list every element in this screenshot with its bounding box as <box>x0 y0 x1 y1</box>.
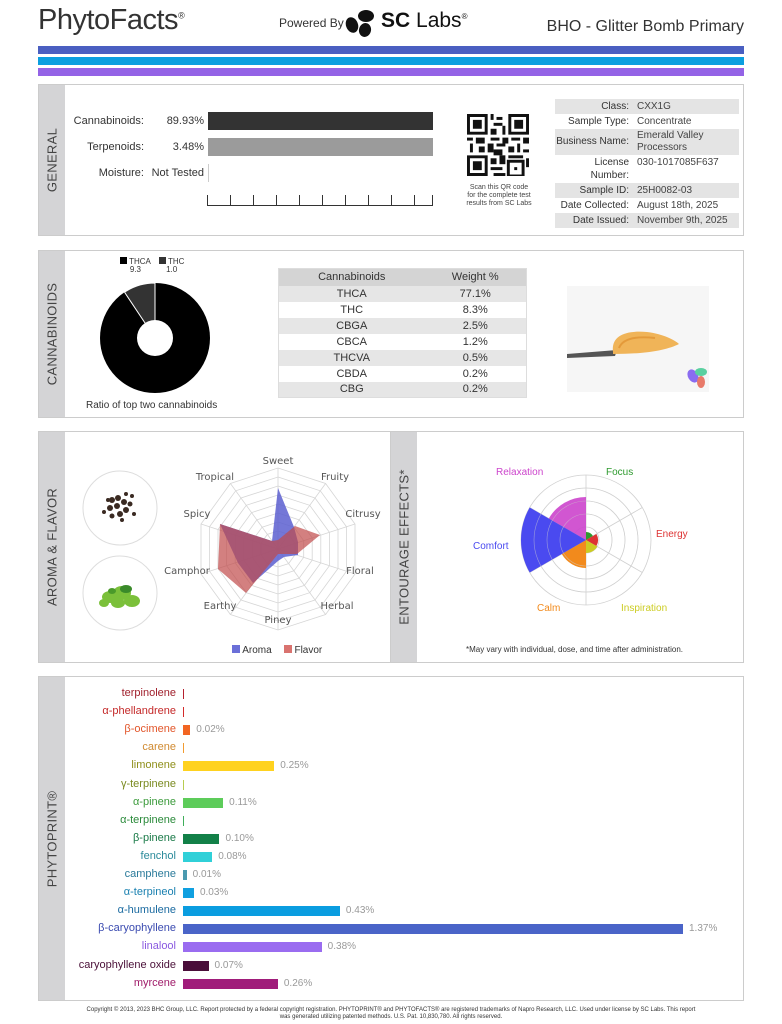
cannabinoid-weight-table <box>278 268 527 398</box>
donut-caption: Ratio of top two cannabinoids <box>86 400 218 411</box>
entourage-footnote: *May vary with individual, dose, and time after administration. <box>466 645 683 654</box>
terpene-bar <box>183 707 184 717</box>
terpene-value: 0.38% <box>327 941 357 953</box>
table-row: CBGA 2.5% <box>279 318 527 334</box>
effect-comfort-label: Comfort <box>473 541 509 552</box>
terpene-bar <box>183 780 184 790</box>
terpene-value: 0.02% <box>196 724 225 736</box>
effect-relaxation-label: Relaxation <box>496 467 544 478</box>
legend-thc: THC 1.0 <box>159 257 185 274</box>
terpene-label: γ-terpinene <box>120 777 176 790</box>
axis-earthy: Earthy <box>203 601 237 612</box>
terpene-label: β-caryophyllene <box>98 922 176 935</box>
terpene-value: 0.43% <box>345 905 375 917</box>
table-row: THCVA 0.5% <box>279 350 527 366</box>
cannabinoids-value: 89.93% <box>166 115 204 127</box>
product-photo <box>567 286 709 392</box>
radar-legend <box>232 645 322 656</box>
powered-by-label: Powered By <box>279 16 344 30</box>
section-label: AROMA & FLAVOR <box>44 487 60 607</box>
axis-herbal: Herbal <box>320 601 354 612</box>
terpene-value: 1.37% <box>689 923 718 935</box>
axis-spicy: Spicy <box>183 509 211 520</box>
axis-camphor: Camphor <box>164 566 210 577</box>
section-label: CANNABINOIDS <box>44 282 60 386</box>
terpene-bar <box>183 961 209 971</box>
axis-floral: Floral <box>346 566 374 577</box>
brand-logo: PhytoFacts® <box>38 4 185 36</box>
terpene-label: terpinolene <box>121 687 176 699</box>
moisture-value: Not Tested <box>151 167 204 179</box>
terpene-label: α-pinene <box>132 795 176 808</box>
effect-calm-label: Calm <box>537 603 561 614</box>
terpenoids-value: 3.48% <box>172 141 204 153</box>
header-stripe-blue <box>38 46 744 54</box>
terpene-value: 0.07% <box>214 959 243 971</box>
black-pepper-image <box>82 470 158 546</box>
table-row: THC 8.3% <box>340 303 488 316</box>
terpene-value: 0.10% <box>225 832 254 844</box>
section-label: GENERAL <box>44 127 60 193</box>
terpene-bar <box>183 942 322 952</box>
cannabinoids-label: Cannabinoids: <box>73 115 144 127</box>
scale-axis <box>207 196 433 206</box>
terpene-label: myrcene <box>133 976 176 989</box>
table-row: THCA 77.1% <box>279 286 527 302</box>
info-row-date-issued: Date Issued: November 9th, 2025 <box>555 213 739 228</box>
axis-fruity: Fruity <box>320 472 350 483</box>
terpene-bar <box>183 761 274 771</box>
donut-legend <box>120 257 184 274</box>
effect-inspiration-label: Inspiration <box>621 603 668 614</box>
terpenoids-label: Terpenoids: <box>87 141 144 153</box>
terpene-bar <box>183 906 340 916</box>
terpene-value: 0.08% <box>218 850 247 862</box>
cannabinoids-bar <box>208 112 433 130</box>
axis-citrusy: Citrusy <box>345 509 381 520</box>
terpene-label: α-terpineol <box>123 886 176 899</box>
info-row-class: Class: CXX1G <box>555 99 739 114</box>
info-row-date-collected: Date Collected: August 18th, 2025 <box>560 200 719 211</box>
effect-energy-label: Energy <box>656 529 688 540</box>
terpene-label: linalool <box>141 940 176 953</box>
info-row-license-number: License Number: 030-1017085F637 <box>590 157 719 181</box>
terpene-bar <box>183 743 184 753</box>
moisture-label: Moisture: <box>98 167 144 179</box>
sc-labs-wordmark: SC Labs® <box>381 9 468 32</box>
aroma-flavor-radar-chart <box>160 452 400 632</box>
aroma-section-tab <box>39 432 65 662</box>
general-section-tab <box>39 85 65 235</box>
qr-code[interactable] <box>467 114 529 176</box>
legend-aroma: Aroma <box>232 645 272 656</box>
terpene-value: 0.01% <box>192 869 221 880</box>
cannabinoids-section-tab <box>39 251 65 417</box>
terpene-bar <box>183 834 219 844</box>
info-row-sample-type: Sample Type: Concentrate <box>568 116 692 127</box>
terpene-bar <box>183 870 187 880</box>
terpene-label: β-ocimene <box>124 723 176 736</box>
terpene-value: 0.11% <box>229 796 257 808</box>
terpene-bar <box>183 924 683 934</box>
copyright-footer: Copyright © 2013, 2023 BHC Group, LLC. Report protected by a federal copyright registration. PHYTOPRINT® and PHYTOFACTS® are registered trademarks of Napro Research, LLC. Used under license by SC Labs. This report was generated utilizing patented methods. U.S. Pat. 10,830,780. All rights reserved. <box>86 1007 696 1020</box>
section-label: ENTOURAGE EFFECTS* <box>396 469 412 625</box>
terpene-label: caryophyllene oxide <box>78 958 176 971</box>
terpene-bar <box>183 979 278 989</box>
header-stripe-cyan <box>38 57 744 65</box>
cannabinoid-ratio-donut <box>99 282 211 394</box>
terpene-label: β-pinene <box>132 831 176 844</box>
entourage-section-tab <box>391 432 417 662</box>
terpene-value: 0.26% <box>283 977 313 989</box>
terpenoids-bar <box>208 138 433 156</box>
terpene-label: α-phellandrene <box>102 705 176 718</box>
terpene-bar <box>183 689 184 699</box>
terpene-value: 0.03% <box>199 887 229 899</box>
terpene-bar <box>183 852 212 862</box>
product-title: BHO - Glitter Bomb Primary <box>546 18 744 35</box>
table-row: CBG 0.2% <box>279 382 527 398</box>
sample-info-table <box>555 99 739 228</box>
terpene-bar <box>183 816 184 826</box>
legend-flavor: Flavor <box>284 645 323 656</box>
terpene-bar <box>183 798 223 808</box>
info-row-business-name: Business Name: Emerald Valley Processors <box>555 129 739 155</box>
terpene-label: α-humulene <box>117 904 176 917</box>
terpene-label: limonene <box>131 759 176 772</box>
axis-sweet: Sweet <box>262 456 294 467</box>
terpene-value: 0.25% <box>280 760 309 772</box>
qr-note: Scan this QR code for the complete test results from SC Labs <box>466 184 532 207</box>
terpene-bar <box>183 888 194 898</box>
header-stripe-purple <box>38 68 744 76</box>
moisture-bar <box>208 164 209 182</box>
terpene-label: α-terpinene <box>120 813 176 826</box>
effect-focus-label: Focus <box>606 467 634 478</box>
terpene-bar <box>183 725 190 735</box>
table-row: CBDA 0.2% <box>336 367 488 380</box>
axis-piney: Piney <box>264 615 292 626</box>
table-row: CBCA 1.2% <box>336 335 488 348</box>
axis-tropical: Tropical <box>195 472 235 483</box>
info-row-sample-id: Sample ID: 25H0082-03 <box>555 183 739 198</box>
hops-image <box>82 555 158 631</box>
terpene-label: fenchol <box>140 849 176 862</box>
table-header: Cannabinoids Weight % <box>279 269 527 286</box>
terpene-label: carene <box>142 741 176 754</box>
terpene-label: camphene <box>124 868 176 880</box>
legend-thca: THCA 9.3 <box>120 257 151 274</box>
phytoprint-section-tab <box>39 677 65 1000</box>
entourage-effects-polar-chart <box>518 472 654 608</box>
sc-labs-logo-icon <box>344 8 376 38</box>
section-label: PHYTOPRINT® <box>44 790 60 887</box>
